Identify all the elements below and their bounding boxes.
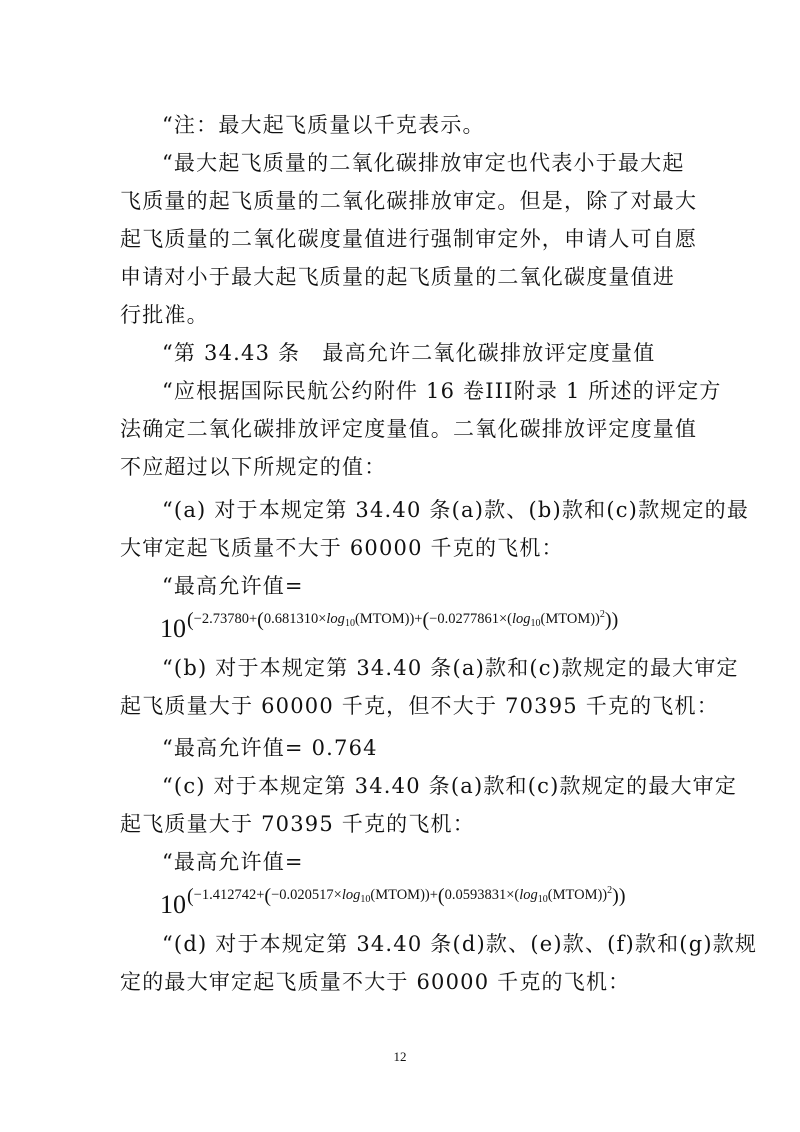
max-value-label: “最高允许值= [162, 574, 304, 598]
max-value-label: “最高允许值= [162, 850, 304, 874]
clause-b-line: 起飞质量大于 60000 千克，但不大于 70395 千克的飞机： [120, 694, 719, 718]
clause-d-line: “(d) 对于本规定第 34.40 条(d)款、(e)款、(f)款和(g)款规 [162, 932, 758, 956]
paragraph-line: 飞质量的起飞质量的二氧化碳排放审定。但是，除了对最大 [120, 189, 698, 213]
paragraph-line: “应根据国际民航公约附件 16 卷III附录 1 所述的评定方 [162, 379, 722, 403]
article-heading: “第 34.43 条 最高允许二氧化碳排放评定度量值 [162, 341, 656, 365]
clause-b-line: “(b) 对于本规定第 34.40 条(a)款和(c)款规定的最大审定 [162, 656, 739, 680]
clause-d-line: 定的最大审定起飞质量不大于 60000 千克的飞机： [120, 970, 631, 994]
max-value-label: “最高允许值= 0.764 [162, 736, 378, 760]
paragraph-line: 不应超过以下所规定的值： [120, 455, 387, 479]
page-number: 12 [393, 1049, 407, 1064]
clause-c-line: 起飞质量大于 70395 千克的飞机： [120, 812, 475, 836]
paragraph-line: “最大起飞质量的二氧化碳排放审定也代表小于最大起 [162, 151, 685, 175]
paragraph-line: 行批准。 [120, 303, 209, 327]
clause-a-line: 大审定起飞质量不大于 60000 千克的飞机： [120, 536, 564, 560]
formula-a-exponent: $(-2.73780+(0.681310\times\log_{10}(MTOM))+(-0.0277861\times(\log_{10}(MTOM))^2))$ [187, 609, 619, 631]
formula-c-exponent: $(-1.412742+(-0.020517\times\log_{10}(MTOM))+(0.0593831\times(\log_{10}(MTOM))^2))$ [187, 885, 626, 907]
clause-c-line: “(c) 对于本规定第 34.40 条(a)款和(c)款规定的最大审定 [162, 774, 738, 798]
paragraph-line: 申请对小于最大起飞质量的起飞质量的二氧化碳度量值进 [120, 265, 675, 289]
paragraph-line: 法确定二氧化碳排放评定度量值。二氧化碳排放评定度量值 [120, 417, 698, 441]
note-line: “注：最大起飞质量以千克表示。 [162, 113, 485, 137]
clause-a-line: “(a) 对于本规定第 34.40 条(a)款、(b)款和(c)款规定的最 [162, 498, 750, 522]
paragraph-line: 起飞质量的二氧化碳度量值进行强制审定外，申请人可自愿 [120, 227, 698, 251]
